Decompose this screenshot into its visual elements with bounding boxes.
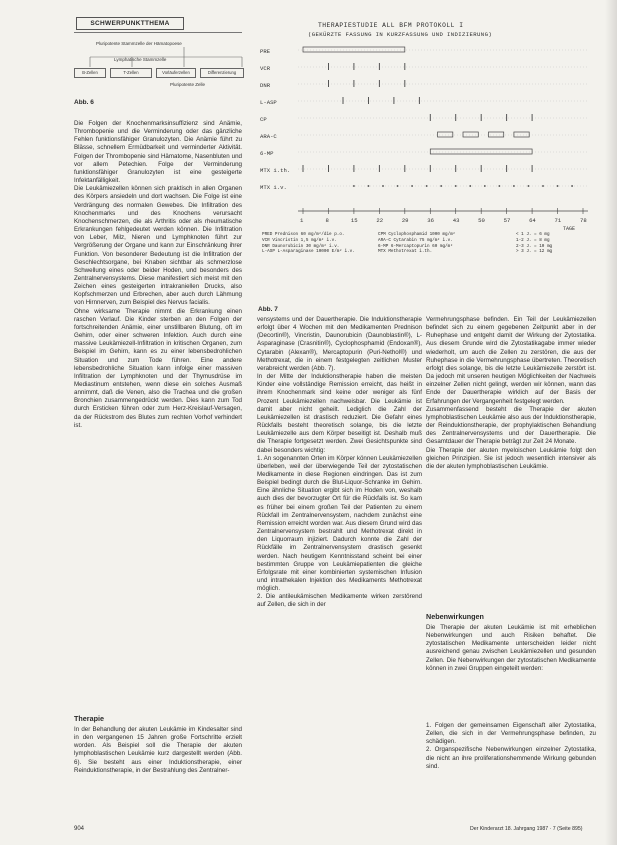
legend-right-0: < 1 J. = 6 mg	[516, 232, 550, 237]
legend-left-3: L-ASP L-Asparaginase 10000 E/m² i.v.	[262, 249, 355, 255]
protocol-tick-label: 64	[529, 217, 536, 224]
protocol-tick-label: 15	[350, 217, 358, 224]
protocol-row-label: 6-MP	[260, 150, 274, 157]
protocol-tick-label: 8	[325, 217, 329, 224]
protocol-block	[488, 132, 503, 137]
protocol-tick-label: 1	[300, 217, 304, 224]
col1-heading: Therapie	[74, 714, 104, 723]
col1-paragraph-3: Ohne wirksame Therapie nimmt die Erkrankung einen raschen Verlauf. Die Kinder sterben an den Folgen der fortschreitenden Anämie, einer unstillbaren Blutung, oft im Gehirn, oder einer schweren Infektion. Auch durch eine massive Leukämiezell-Infiltration in kritischen Organen, zum Beispiel im Gehirn, kann es zu einer lebensbedrohlichen Situation und zum Tode führen. Eine andere lebensbedrohliche Situation kann infolge einer massiven Infiltration der Lymphknoten und der Thymusdrüse im Mediastinum entstehen, wenn diese ein solches Ausmaß annimmt, daß die Venen, also die Trachea und die großen Bronchien zusammengedrückt werden. Dies kann zum Tod durch Ersticken führen oder zum Herz-Kreislauf-Versagen, da der Rückstrom des Blutes zum rechten Vorhof verhindert ist.	[74, 307, 242, 429]
legend-left-1: VCR Vincristin 1,5 mg/m² i.v.	[262, 237, 337, 243]
protocol-legend-mid	[378, 232, 488, 255]
protocol-tick-label: 78	[580, 217, 587, 224]
protocol-bar	[303, 47, 405, 52]
protocol-row-label: DNR	[260, 82, 271, 89]
protocol-dot	[498, 185, 500, 187]
protocol-dot	[440, 185, 442, 187]
protocol-block	[514, 132, 529, 137]
col3-list-item-1: 1. Folgen der gemeinsamen Eigenschaft aller Zytostatika, Zellen, die sich in der Vermehrungsphase befinden, zu schädigen.	[426, 722, 596, 746]
col3-paragraph-2: Zusammenfassend besteht die Therapie der akuten lymphoblastischen Leukämie also aus der Induktionstherapie, der Reinduktionstherapie, der prophylaktischen Behandlung des Zentralnervensystems und der Dauertherapie. Die Gesamtdauer der Therapie beträgt zur Zeit 24 Monate.	[426, 405, 596, 446]
protocol-dot	[484, 185, 486, 187]
protocol-dot	[368, 185, 370, 187]
protocol-tick-label: 57	[503, 217, 511, 224]
protocol-title-2: (GEKÜRZTE FASSUNG IN KURZFASSUNG UND INDIZIERUNG)	[308, 31, 493, 38]
protocol-bar	[430, 149, 532, 154]
protocol-row-label: MTX i.th.	[260, 167, 291, 174]
page-edge-shadow	[605, 0, 617, 845]
protocol-dot	[426, 185, 428, 187]
protocol-dot	[571, 185, 573, 187]
fig6-top-label: Pluripotente Stammzelle der Hämatopoese	[96, 41, 182, 46]
protocol-row-label: MTX i.v.	[260, 184, 287, 191]
col2-paragraph-2: In der Mitte der Induktionstherapie haben die meisten Kinder eine vollständige Remission erreicht, das heißt in ihrem Knochenmark sind keine oder weniger als fünf Prozent Leukämiezellen nachweisbar. Die Leukämie ist damit aber nicht geheilt. Lediglich die Zahl der Leukämiezellen ist drastisch reduziert. Die Gefahr eines Rückfalls besteht theoretisch solange, bis die letzte Leukämiezelle aus dem Körper beseitigt ist. Deshalb muß die Therapie fortgesetzt werden. Zwei Gesichtspunkte sind dabei besonders wichtig:	[257, 373, 422, 454]
legend-mid-3: MTX Methotrexat i.th.	[378, 249, 433, 255]
protocol-dot	[455, 185, 457, 187]
col2-paragraph-1: vensystems und der Dauertherapie. Die Induktionstherapie erfolgt über 4 Wochen mit den Medikamenten Prednison (Decortin®), Vincristin, Daunorubicin (Daunoblastin®), L-Asparaginase (Crasnitin®), Cyclophosphamid (Endoxan®), Cytarabin (Alexan®), Mercaptopurin (Puri-Nethol®) und Methotrexat, die in einem festgelegten zeitlichen Muster verabreicht werden (Abb. 7).	[257, 316, 422, 372]
protocol-axis-label: TAGE	[563, 226, 576, 232]
col1-paragraph-therapy: In der Behandlung der akuten Leukämie im Kindesalter sind in den vergangenen 15 Jahren große Fortschritte erzielt worden. Als Beispiel soll die Therapie der akuten lymphoblastischen Leukämie kurz dargestellt werden (Abb. 6). Sie besteht aus einer Induktionstherapie, einer Reinduktionstherapie, in der Bestrahlung des Zentralner-	[74, 726, 242, 774]
fig6-box-2: T-Zellen	[110, 68, 152, 78]
protocol-tick-label: 22	[376, 217, 384, 224]
protocol-legend-right	[516, 232, 594, 255]
protocol-figure	[258, 18, 596, 290]
fig6-box-3: Vorläuferzellen	[156, 68, 196, 78]
protocol-tick-label: 50	[478, 217, 485, 224]
protocol-tick-label: 36	[427, 217, 434, 224]
header-rule	[74, 32, 242, 33]
protocol-row-label: ARA-C	[260, 133, 277, 140]
fig7-caption: Abb. 7	[258, 306, 278, 313]
fig6-box-4: Differenzierung	[200, 68, 244, 78]
fig6-box-1: B-Zellen	[74, 68, 106, 78]
protocol-dot	[528, 185, 530, 187]
protocol-tick-label: 71	[554, 217, 562, 224]
column-2	[257, 316, 422, 610]
protocol-dot	[513, 185, 515, 187]
legend-right-3: > 3 J. = 12 mg	[516, 249, 553, 255]
journal-footer: Der Kinderarzt 18. Jahrgang 1987 · 7 (Seite 895)	[470, 826, 583, 832]
protocol-dot	[411, 185, 413, 187]
fig6-bottom-label: Pluripotente Zelle	[170, 82, 206, 87]
protocol-dot	[397, 185, 399, 187]
protocol-dot	[353, 185, 355, 187]
protocol-row-label: CP	[260, 116, 267, 123]
col3-paragraph-side-effects: Die Therapie der akuten Leukämie ist mit erheblichen Nebenwirkungen und auch Risiken behaftet. Die zytostatischen Medikamente unterscheiden leider nicht ausreichend genau zwischen Leukämiezellen und gesunden Zellen. Die Nebenwirkungen der zytostatischen Medikamente können in zwei Gruppen eingeteilt werden:	[426, 624, 596, 672]
legend-mid-2: 6-MP 6-Mercaptopurin 60 mg/m²	[378, 243, 453, 249]
legend-mid-1: ARA-C Cytarabin 75 mg/m² i.v.	[378, 237, 453, 243]
protocol-tick-label: 29	[401, 217, 409, 224]
col3-paragraph-1: Vermehrungsphase befinden. Ein Teil der Leukämiezellen befindet sich zu einem gegebenen Zeitpunkt aber in der Ruhephase und entgeht damit der Wirkung der Zytostatika. Aus diesem Grunde wird die Zytostatikagabe immer wieder wiederholt, um auch die Zellen zu zerstören, die aus der Ruhephase in die Vermehrungsphase übertreten. Theoretisch erfolgt dies solange, bis die letzte Leukämiezelle zerstört ist. Da jedoch mit unseren heutigen Möglichkeiten der Nachweis einzelner Zellen nicht gelingt, werden wir können, wann das Ende der Dauertherapie wirklich auf der Basis der Erfahrungen der Vergangenheit festgelegt werden.	[426, 316, 596, 405]
col2-paragraph-3: 1. An sogenannten Orten im Körper können Leukämiezellen überleben, weil der überwiegende Teil der zytostatischen Medikamente in diese Regionen eindringen. Das ist zum Beispiel bedingt durch die Blut-Liquor-Schranke im Gehirn. Eine ähnliche Situation ergibt sich im Hoden von, weshalb auch dies der bevorzugter Ort für die Rückfalls ist. So kam es früher bei einem großen Teil der Patienten zu einem Rückfall im Zentralnervensystem, nachdem zunächst eine Remission erreicht worden war. Aus diesem Grund wird das Zentralnervensystem bestrahlt und Methotrexat direkt in den Liquorraum injiziert. Dadurch konnte die Zahl der Rückfälle im Zentralnervensystem drastisch gesenkt werden. Nach heutigem Kenntnisstand scheint bei einer bestimmten Gruppe von Leukämiepatienten die gleiche Erfolgsrate mit einer kombinierten systemischen Infusion und intrathekalen Injektion des Medikaments Methotrexat möglich.	[257, 454, 422, 593]
protocol-block	[463, 132, 478, 137]
protocol-tick-label: 43	[452, 217, 460, 224]
col1-paragraph-1: Die Folgen der Knochenmarksinsuffizienz sind Anämie, Thrombopenie und die Verminderung oder das gänzliche Fehlen funktionsfähiger Granulozyten. Die Anämie führt zu Blässe, schnellem Ermüdbarkeit und verminderter Aktivität. Folgen der Thrombopenie sind Hämatome, Nasenbluten und vor allem Petechien. Folge der Verminderung funktionsfähiger Granulozyten ist eine gesteigerte Infektanfälligkeit.	[74, 120, 242, 185]
protocol-title-1: THERAPIESTUDIE ALL BFM PROTOKOLL I	[318, 22, 464, 29]
fig6-caption: Abb. 6	[74, 99, 94, 106]
protocol-legend-left	[262, 232, 372, 255]
col1-paragraph-2: Die Leukämiezellen können sich praktisch in allen Organen des Körpers ansiedeln und dort wachsen. Die Folge ist eine Verdrängung des normalen Gewebes. Die Infiltration des Knochenmarks und des Knochens verursacht Knochenschmerzen, die als Arthritis oder als rheumatische Erkrankungen fehlgedeutet werden können. Die Infiltration von Leber, Milz, Nieren und Lymphknoten führt zur Vergrößerung der Organe und kann zur Einschränkung ihrer Funktion. Von besonderer Bedeutung ist die Infiltration der Geschlechtsorgane, bei Knaben sichtbar als schmerzlose Schwellung eines oder beider Hoden, und besonders des Zentralnervensystems. Diese manifestiert sich meist mit den Zeichen eines gesteigerten intrakraniellen Drucks, also Kopfschmerzen und Erbrechen, aber auch durch Lähmung von Hirnnerven, zum Beispiel des Nervus facialis.	[74, 185, 242, 307]
legend-right-2: 2-3 J. = 10 mg	[516, 243, 553, 249]
protocol-dot	[469, 185, 471, 187]
col3-paragraph-3: Die Therapie der akuten myeloischen Leukämie folgt den gleichen Prinzipien. Sie ist jedoch wesentlich intensiver als die der akuten lymphoblastischen Leukämie.	[426, 446, 596, 470]
fig6-mid-label: Lymphatische Stammzelle	[114, 57, 167, 62]
protocol-dot	[557, 185, 559, 187]
col2-paragraph-4: 2. Die antileukämischen Medikamente wirken zerstörend auf Zellen, die sich in der	[257, 593, 422, 609]
protocol-block	[438, 132, 453, 137]
protocol-row-label: VCR	[260, 65, 271, 72]
col3-heading: Nebenwirkungen	[426, 612, 484, 621]
legend-left-0: PRED Prednison 60 mg/m²/die p.o.	[262, 232, 345, 237]
col3-list-item-2: 2. Organspezifische Nebenwirkungen einzelner Zytostatika, die nicht an ihre proliferationshemmende Wirkung gebunden sind.	[426, 746, 596, 770]
col3-list	[426, 722, 596, 771]
legend-right-1: 1-2 J. = 8 mg	[516, 237, 550, 243]
protocol-dot	[542, 185, 544, 187]
column-3	[426, 316, 596, 471]
protocol-chart	[258, 40, 596, 240]
column-1	[74, 120, 242, 430]
page-number: 904	[74, 826, 85, 832]
section-title: SCHWERPUNKTTHEMA	[76, 17, 184, 30]
legend-mid-0: CPM Cyclophosphamid 1000 mg/m²	[378, 232, 456, 237]
protocol-row-label: L-ASP	[260, 99, 277, 106]
protocol-row-label: PRE	[260, 48, 271, 55]
legend-left-2: DNR Daunorubicin 30 mg/m² i.v.	[262, 243, 340, 249]
protocol-dot	[382, 185, 384, 187]
